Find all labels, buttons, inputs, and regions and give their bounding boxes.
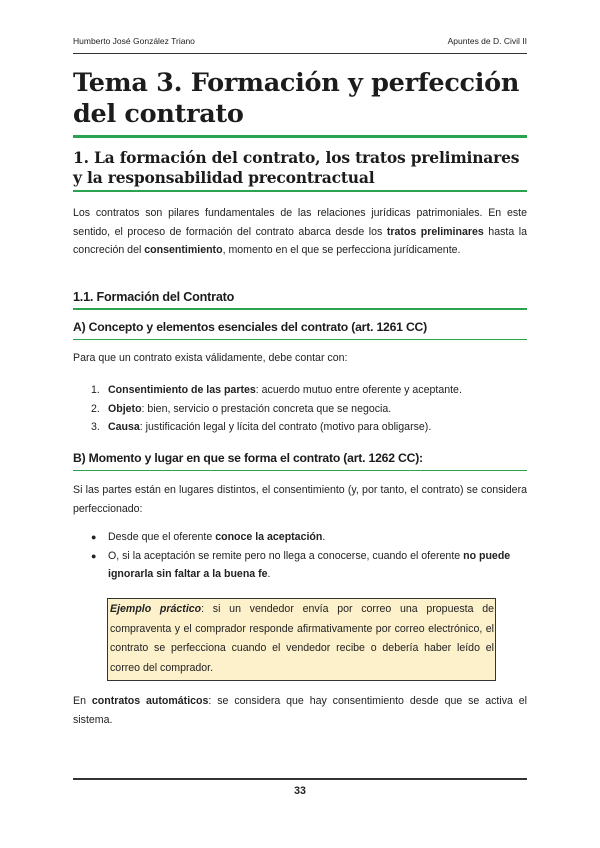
bullet-end: .: [267, 568, 271, 580]
header-author: Humberto José González Triano: [73, 36, 195, 46]
list-item: [91, 528, 527, 547]
sub-a-lead: Para que un contrato exista válidamente, debe contar con:: [73, 352, 348, 364]
auto-text-1: En: [73, 695, 92, 707]
sub-a-title: A) Concepto y elementos esenciales del contrato (art. 1261 CC): [73, 320, 428, 334]
list-item: [91, 547, 527, 584]
section-title: 1. La formación del contrato, los tratos preliminares y la responsabilidad precontractual: [73, 148, 520, 187]
intro-text-2: hasta la concreción del: [73, 225, 527, 256]
header-divider: [73, 53, 527, 54]
bullet-end: .: [322, 531, 326, 543]
intro-paragraph: [73, 204, 527, 260]
intro-bold-consentimiento: consentimiento: [144, 244, 223, 256]
bullet-icon: ●: [91, 532, 97, 542]
sub-b-lead: Si las partes están en lugares distintos, el consentimiento (y, por tanto, el contrato) se considera perfeccionado:: [73, 484, 527, 515]
sub-b-title: B) Momento y lugar en que se forma el contrato (art. 1262 CC):: [73, 451, 423, 465]
bullet-bold: no puede ignorarla sin faltar a la buena fe: [108, 549, 511, 580]
bullet-text: Desde que el oferente: [108, 531, 216, 543]
auto-bold: contratos automáticos: [91, 695, 209, 707]
list-term: Consentimiento de las partes: [108, 384, 256, 396]
subsection-underline: [73, 308, 527, 310]
list-item: [91, 400, 527, 419]
list-term: Objeto: [108, 402, 142, 415]
chapter-title: Tema 3. Formación y perfección del contrato: [73, 68, 520, 129]
list-text: : justificación legal y lícita del contrato (motivo para obligarse).: [139, 421, 432, 433]
bullet-text: O, si la aceptación se remite pero no llega a conocerse, cuando el oferente: [108, 549, 464, 562]
intro-text-3: , momento en el que se perfecciona jurídicamente.: [222, 244, 461, 256]
list-number: 1.: [91, 384, 100, 396]
bullet-bold: conoce la aceptación: [215, 531, 323, 543]
list-number: 3.: [91, 421, 100, 433]
example-label: Ejemplo práctico: [110, 603, 202, 615]
example-text: : si un vendedor envía por correo una propuesta de compraventa y el comprador responde afirmativamente por correo electrónico, el contrato se perfecciona cuando el vendedor recibe o debería haber leído el correo del comprador.: [110, 603, 494, 674]
list-number: 2.: [91, 402, 100, 415]
list-text: : bien, servicio o prestación concreta que se negocia.: [141, 402, 392, 415]
sub-a-underline: [73, 339, 527, 340]
essential-elements-list: [91, 381, 527, 437]
list-item: [91, 381, 527, 400]
list-term: Causa: [108, 421, 140, 433]
example-callout: [107, 598, 496, 681]
running-header: [73, 36, 527, 46]
page-number: 33: [294, 785, 306, 797]
perfection-moments-list: [91, 528, 527, 584]
chapter-title-underline: [73, 135, 527, 138]
sub-b-underline: [73, 470, 527, 471]
intro-text-1: Los contratos son pilares fundamentales de las relaciones jurídicas patrimoniales. En este sentido, el proceso de formación del contrato abarca desde los: [73, 207, 527, 238]
list-item: [91, 418, 527, 437]
automatic-contracts-paragraph: [73, 692, 527, 729]
intro-bold-tratos: tratos preliminares: [386, 225, 484, 238]
bullet-icon: ●: [91, 550, 97, 561]
section-title-underline: [73, 190, 527, 192]
header-course: Apuntes de D. Civil II: [447, 36, 527, 46]
subsection-title: 1.1. Formación del Contrato: [73, 290, 235, 304]
footer-divider: [73, 778, 527, 780]
list-text: : acuerdo mutuo entre oferente y aceptante.: [255, 384, 462, 396]
auto-text-2: : se considera que hay consentimiento desde que se activa el sistema.: [73, 695, 528, 726]
